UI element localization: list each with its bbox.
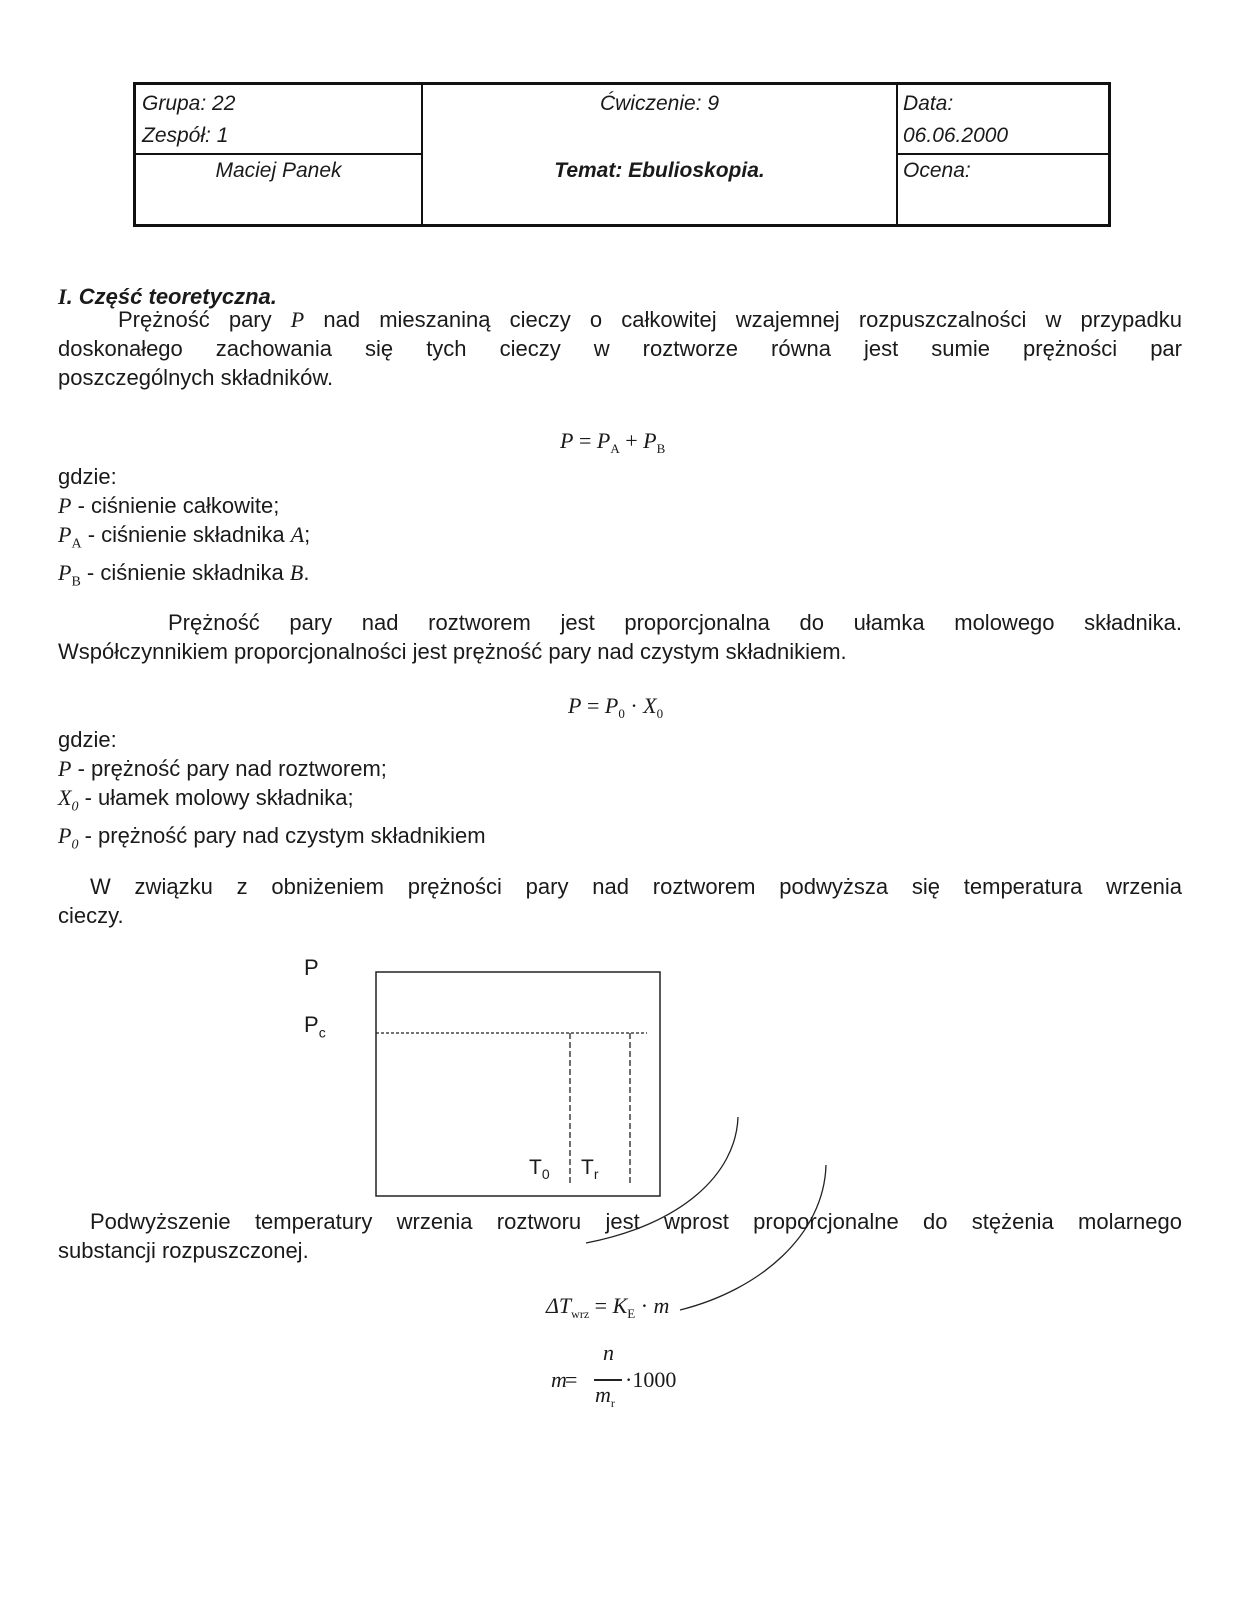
fraction-bar xyxy=(594,1379,622,1381)
definitions-2 xyxy=(58,725,486,860)
paragraph-line: Podwyższenie temperatury wrzenia roztworu jest wprost proporcjonalne do stężenia molarnego xyxy=(90,1209,1182,1234)
group-label: Grupa: 22 xyxy=(142,92,236,115)
definition-item: P - ciśnienie całkowite; xyxy=(58,493,280,518)
where-label: gdzie: xyxy=(58,727,117,752)
paragraph-line: cieczy. xyxy=(58,903,124,928)
label-t0: $T_0$ xyxy=(529,1156,550,1183)
axis-label-p: P xyxy=(304,955,319,980)
table-divider xyxy=(896,153,1108,155)
section-title: . Część teoretyczna. xyxy=(66,284,277,309)
paragraph-line: doskonałego zachowania się tych cieczy w roztworze równa jest sumie prężności par xyxy=(58,336,1182,361)
diagram-svg xyxy=(300,955,760,1225)
team-label: Zespół: 1 xyxy=(142,124,229,147)
date-label: Data: xyxy=(903,92,954,115)
definitions-1 xyxy=(58,462,310,597)
formula-total-pressure: $P = P_A + P_B$ xyxy=(560,428,666,456)
definition-item: $P_A$ - ciśnienie składnika A; xyxy=(58,522,311,552)
boiling-point-diagram xyxy=(300,955,760,1225)
author-name: Maciej Panek xyxy=(215,159,342,182)
paragraph-intro xyxy=(58,305,1182,392)
label-tr: $T_r$ xyxy=(581,1156,599,1183)
paragraph-ebullioscopy xyxy=(58,1207,1182,1265)
section-number: I xyxy=(58,284,67,309)
where-label: gdzie: xyxy=(58,464,117,489)
paragraph-line: W związku z obniżeniem prężności pary nad roztworem podwyższa się temperatura wrzenia xyxy=(90,874,1182,899)
definition-item: $P_0$ - prężność pary nad czystym składnikiem xyxy=(58,823,486,853)
formula-boiling-elevation: $\Delta T_{wrz} = K_E \cdot m$ xyxy=(546,1293,670,1321)
paragraph-line: substancji rozpuszczonej. xyxy=(58,1238,309,1263)
definition-item: $X_0$ - ułamek molowy składnika; xyxy=(58,785,354,815)
paragraph-boiling xyxy=(58,872,1182,930)
paragraph-line: Prężność pary P nad mieszaniną cieczy o całkowitej wzajemnej rozpuszczalności w przypadku xyxy=(118,307,1182,332)
paragraph-proportionality xyxy=(58,608,1182,666)
formula-raoult: $P = P_0 \cdot X_0$ xyxy=(568,693,664,721)
date-value: 06.06.2000 xyxy=(903,124,1009,147)
diagram-frame xyxy=(376,972,660,1196)
exercise-topic: Temat: Ebulioskopia. xyxy=(554,159,765,182)
definition-item: $P_B$ - ciśnienie składnika B. xyxy=(58,560,310,590)
paragraph-line: Współczynnikiem proporcjonalności jest prężność pary nad czystym składnikiem. xyxy=(58,639,847,664)
header-table xyxy=(133,82,1111,227)
paragraph-line: poszczególnych składników. xyxy=(58,365,334,390)
exercise-number: Ćwiczenie: 9 xyxy=(599,92,720,115)
paragraph-line: Prężność pary nad roztworem jest proporcjonalna do ułamka molowego składnika. xyxy=(168,610,1182,635)
table-divider xyxy=(136,153,421,155)
grade-label: Ocena: xyxy=(903,159,971,182)
axis-label-pc: $P_c$ xyxy=(304,1012,326,1041)
definition-item: P - prężność pary nad roztworem; xyxy=(58,756,387,781)
